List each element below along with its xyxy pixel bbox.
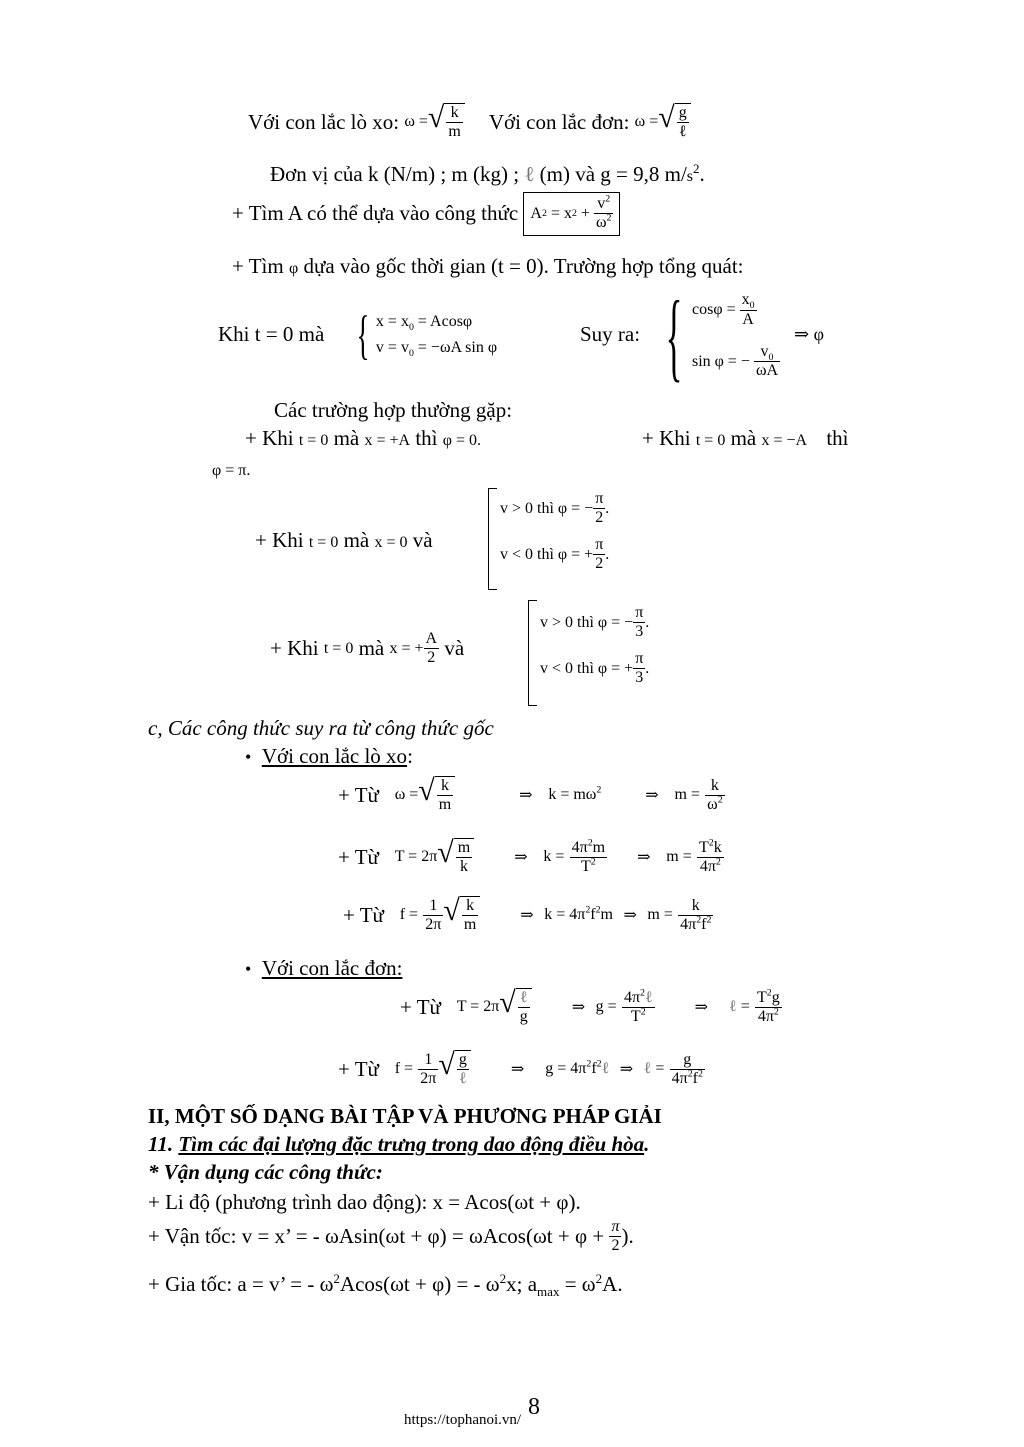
common-cases-title: Các trường hợp thường gặp: [274, 398, 513, 422]
sqrt-k-m: √ $\frac{k}{m}$ [428, 103, 465, 142]
section-11-heading: 11. Tìm các đại lượng đặc trưng trong dao động điều hòa. [148, 1132, 650, 1156]
case-x-minus-a: + Khi t = 0 mà x = −A thì [642, 426, 849, 450]
bullet-icon: • [245, 959, 252, 979]
pendulum-label: Với con lắc đơn: [488, 109, 630, 134]
amplitude-formula-box: A 2 = x 2 + $\frac{v^2}{\omega^2}$ [523, 192, 620, 236]
initial-brace: { $x = x_0 = Acos\varphi$ $v = v_0 = -\omega A$ sin φ [356, 305, 498, 365]
case-x-minus-a-result: φ = π. [212, 462, 251, 479]
spring-formula-period: + Từ T = 2π √ $\frac{m}{k}$ ⇒ k = $\frac{4\pi^2m}{T^2}$ ⇒ m = $\frac{T^2k}{4\pi^2}$ [338, 836, 722, 876]
case-x-half-a-bracket [528, 600, 537, 706]
velocity-line: + Vận tốc: v = x’ = - ωAsin(ωt + φ) = ωAcos(ωt + φ + $\frac{\pi}{2}$ ). [148, 1218, 634, 1255]
displacement-line: + Li độ (phương trình dao động): x = Acos(ωt + φ). [148, 1190, 581, 1214]
pendulum-bullet: • Với con lắc đơn: [245, 956, 403, 980]
units-line: Đơn vị của k (N/m) ; m (kg) ; ℓ (m) và g = 9,8 $m/s^2$. [270, 161, 705, 186]
apply-formulas-heading: * Vận dụng các công thức: [148, 1160, 383, 1184]
section-c-heading: c, Các công thức suy ra từ công thức gốc [148, 716, 494, 740]
initial-condition-system: Khi t = 0 mà { $x = x_0 = Acos\varphi$ $v = v_0 = -\omega A$ sin φ Suy ra: { cosφ = $\frac{x_0}{A}$ sin φ = − $\frac{v_0}{\omega A}$ ⇒ φ [218, 280, 824, 391]
bullet-icon: • [245, 747, 252, 767]
case-x-zero-bracket [488, 488, 497, 590]
spring-formula-omega: + Từ ω = √ $\frac{k}{m}$ ⇒ $k = m\omega^2$ ⇒ m = $\frac{k}{\omega^2}$ [338, 774, 723, 814]
page-number: 8 [528, 1394, 540, 1420]
section-ii-heading: II, MỘT SỐ DẠNG BÀI TẬP VÀ PHƯƠNG PHÁP GIẢI [148, 1104, 662, 1128]
pendulum-formula-frequency: + Từ f = $\frac{1}{2\pi}$ √ $\frac{g}{\text{ℓ}}$ ⇒ $g = 4\pi^2f^2\ell$ ⇒ ℓ = $\frac{g}{4\pi^2f^2}$ [338, 1048, 703, 1088]
sqrt-g-l: √ $\frac{g}{\text{ℓ}}$ [658, 103, 690, 142]
spring-omega-line: Với con lắc lò xo: ω = √ $\frac{k}{m}$ Với con lắc đơn: ω = √ $\frac{g}{\text{ℓ}}$ [248, 103, 691, 142]
omega-eq: ω = [404, 113, 428, 131]
pendulum-formula-period: + Từ T = 2π √ $\frac{\text{ℓ}}{g}$ ⇒ g = $\frac{4\pi^2\ell}{T^2}$ ⇒ ℓ = $\frac{T^2g}{4\pi^2}$ [400, 986, 780, 1026]
spring-bullet: • Với con lắc lò xo: [245, 744, 413, 768]
acceleration-line: + Gia tốc: a = v’ = - $\omega^2Acos(\omega t + \varphi)$ = - $\omega^2x$; $a_{max} = \omega^2A$. [148, 1271, 623, 1300]
footer-url[interactable]: https://tophanoi.vn/ [404, 1412, 522, 1428]
find-phi-line: + Tìm φ dựa vào gốc thời gian (t = 0). Trường hợp tổng quát: [232, 254, 744, 278]
infer-brace: { cosφ = $\frac{x_0}{A}$ sin φ = − $\frac{v_0}{\omega A}$ [665, 280, 779, 391]
find-a-line: + Tìm A có thể dựa vào công thức A 2 = x 2 + $\frac{v^2}{\omega^2}$ [232, 192, 620, 236]
spring-formula-frequency: + Từ f = $\frac{1}{2\pi}$ √ $\frac{k}{m}$ ⇒ $k = 4\pi^2f^2m$ ⇒ m = $\frac{k}{4\pi^2f^2}$ [343, 894, 712, 934]
case-x-zero: + Khi t = 0 mà x = 0 và [255, 528, 433, 552]
spring-label: Với con lắc lò xo: [248, 109, 400, 134]
case-x-half-a: + Khi t = 0 mà x = + $\frac{A}{2}$ và [270, 630, 465, 667]
case-x-plus-a: + Khi t = 0 mà x = +A thì φ = 0. [245, 426, 482, 450]
